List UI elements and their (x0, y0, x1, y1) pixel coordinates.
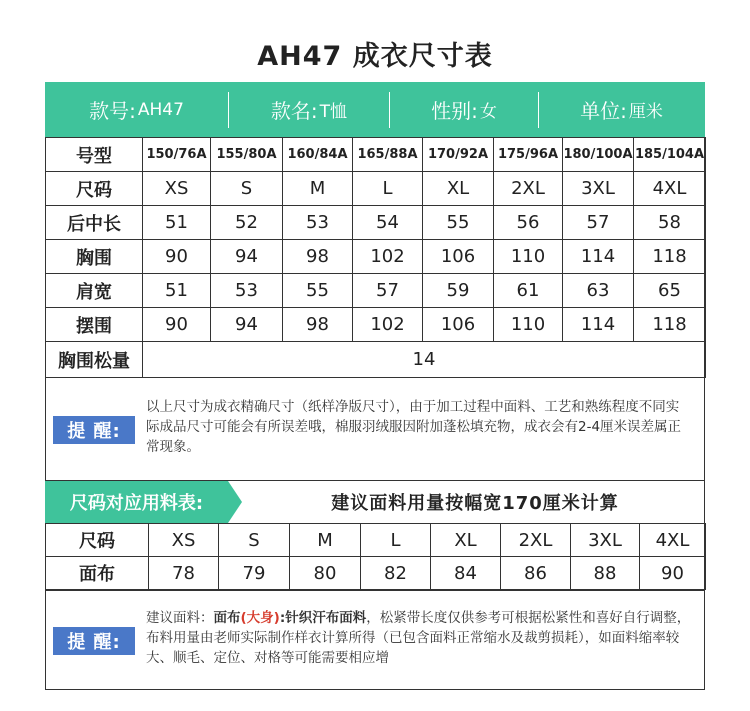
size-cell: S (211, 172, 283, 206)
size-cell: XL (423, 172, 494, 206)
size-cell: 175/96A (494, 138, 563, 172)
gender-value: 女 (479, 102, 497, 122)
fabric-size-cell: S (219, 524, 290, 557)
size-cell: 180/100A (563, 138, 634, 172)
size-cell: 90 (143, 240, 211, 274)
style-name-value: T恤 (319, 102, 348, 122)
style-name-label: 款名: (270, 99, 318, 123)
size-cell: 65 (634, 274, 706, 308)
size-cell: 4XL (634, 172, 706, 206)
size-cell: 114 (563, 308, 634, 342)
size-cell: M (283, 172, 353, 206)
style-number-value: AH47 (137, 99, 184, 120)
size-row-label: 尺码 (46, 172, 143, 206)
reminder-text: 以上尺寸为成衣精确尺寸（纸样净版尺寸），由于加工过程中面料、工艺和熟练程度不同实际成品尺寸可能会有所误差哦，棉服羽绒服因附加蓬松填充物，成衣会有2-4厘米误差属正常现象。 (146, 399, 682, 455)
size-cell: 57 (353, 274, 423, 308)
size-row (46, 308, 706, 342)
fabric-amount-cell: 86 (501, 557, 571, 590)
fabric-size-cell: 4XL (640, 524, 706, 557)
size-row-label: 肩宽 (46, 274, 143, 308)
fabric-amount-cell: 79 (219, 557, 290, 590)
size-row (46, 138, 706, 172)
style-name (229, 82, 389, 137)
page-title: AH47 成衣尺寸表 (257, 41, 493, 72)
fabric-advice-rest: ，松紧带长度仅供参考可根据松紧性和喜好自行调整，布料用量由老师实际制作样衣计算所得（已包含面料正常缩水及裁剪损耗），如面料缩率较大、顺毛、定位、对格等可能需要相应增 (146, 610, 691, 666)
fabric-amount-cell: 90 (640, 557, 706, 590)
reminder-badge-2: 提 醒: (53, 627, 135, 655)
size-cell: 51 (143, 206, 211, 240)
reminder-text-2 (146, 608, 694, 668)
fabric-amount-cell: 78 (149, 557, 219, 590)
size-cell: 102 (353, 308, 423, 342)
size-cell: 55 (283, 274, 353, 308)
reminder-badge: 提 醒: (53, 416, 135, 444)
fabric-size-label: 尺码 (46, 524, 149, 557)
size-row (46, 172, 706, 206)
size-cell: 59 (423, 274, 494, 308)
size-cell: 55 (423, 206, 494, 240)
ease-row (46, 342, 706, 378)
size-cell: 58 (634, 206, 706, 240)
size-row-label: 摆围 (46, 308, 143, 342)
usage-bar (45, 481, 705, 523)
size-cell: 106 (423, 308, 494, 342)
fabric-size-row (46, 524, 706, 557)
size-row-label: 号型 (46, 138, 143, 172)
size-cell: 118 (634, 240, 706, 274)
size-cell: 63 (563, 274, 634, 308)
note-box-2 (45, 590, 705, 690)
size-cell: 102 (353, 240, 423, 274)
ease-label: 胸围松量 (46, 342, 143, 378)
gender (390, 82, 538, 137)
fabric-size-cell: XL (431, 524, 501, 557)
size-cell: 98 (283, 240, 353, 274)
fabric-amount-cell: 82 (361, 557, 431, 590)
usage-label: 尺码对应用料表: (45, 481, 228, 523)
fabric-size-cell: L (361, 524, 431, 557)
size-cell: 165/88A (353, 138, 423, 172)
fabric-amount-row (46, 557, 706, 590)
fabric-table (45, 523, 706, 590)
fabric-amount-cell: 88 (571, 557, 640, 590)
size-table (45, 137, 706, 378)
style-number-label: 款号: (89, 99, 136, 123)
size-cell: 2XL (494, 172, 563, 206)
size-cell: 56 (494, 206, 563, 240)
note-box-1 (45, 376, 705, 481)
size-cell: 53 (283, 206, 353, 240)
size-cell: 53 (211, 274, 283, 308)
size-row-label: 后中长 (46, 206, 143, 240)
fabric-size-cell: 2XL (501, 524, 571, 557)
info-bar (45, 82, 705, 137)
size-cell: 57 (563, 206, 634, 240)
size-cell: 54 (353, 206, 423, 240)
size-cell: 106 (423, 240, 494, 274)
ease-value: 14 (143, 342, 706, 378)
fabric-type: :针织汗布面料 (279, 610, 367, 626)
size-cell: 51 (143, 274, 211, 308)
size-cell: 98 (283, 308, 353, 342)
size-cell: 90 (143, 308, 211, 342)
size-cell: 94 (211, 308, 283, 342)
size-cell: 170/92A (423, 138, 494, 172)
fabric-size-cell: 3XL (571, 524, 640, 557)
fabric-size-cell: M (290, 524, 361, 557)
size-cell: 61 (494, 274, 563, 308)
fabric-size-cell: XS (149, 524, 219, 557)
usage-note: 建议面料用量按幅宽170厘米计算 (331, 493, 619, 514)
size-cell: 160/84A (283, 138, 353, 172)
style-number (45, 82, 228, 137)
size-cell: 185/104A (634, 138, 706, 172)
fabric-advice-prefix: 建议面料： (146, 610, 214, 626)
size-cell: 155/80A (211, 138, 283, 172)
size-row-label: 胸围 (46, 240, 143, 274)
size-cell: 3XL (563, 172, 634, 206)
gender-label: 性别: (431, 99, 478, 123)
size-row (46, 274, 706, 308)
size-cell: 150/76A (143, 138, 211, 172)
fabric-amount-label: 面布 (46, 557, 149, 590)
size-row (46, 240, 706, 274)
size-cell: 110 (494, 240, 563, 274)
size-cell: 114 (563, 240, 634, 274)
unit-label: 单位: (580, 99, 627, 123)
main-fabric-label: 面布 (213, 610, 241, 626)
size-cell: L (353, 172, 423, 206)
fabric-amount-cell: 80 (290, 557, 361, 590)
main-body-highlight: (大身) (240, 610, 280, 626)
unit-value: 厘米 (628, 102, 663, 122)
size-cell: 94 (211, 240, 283, 274)
fabric-amount-cell: 84 (431, 557, 501, 590)
size-cell: 110 (494, 308, 563, 342)
size-cell: XS (143, 172, 211, 206)
unit (539, 82, 704, 137)
size-cell: 52 (211, 206, 283, 240)
size-row (46, 206, 706, 240)
size-cell: 118 (634, 308, 706, 342)
